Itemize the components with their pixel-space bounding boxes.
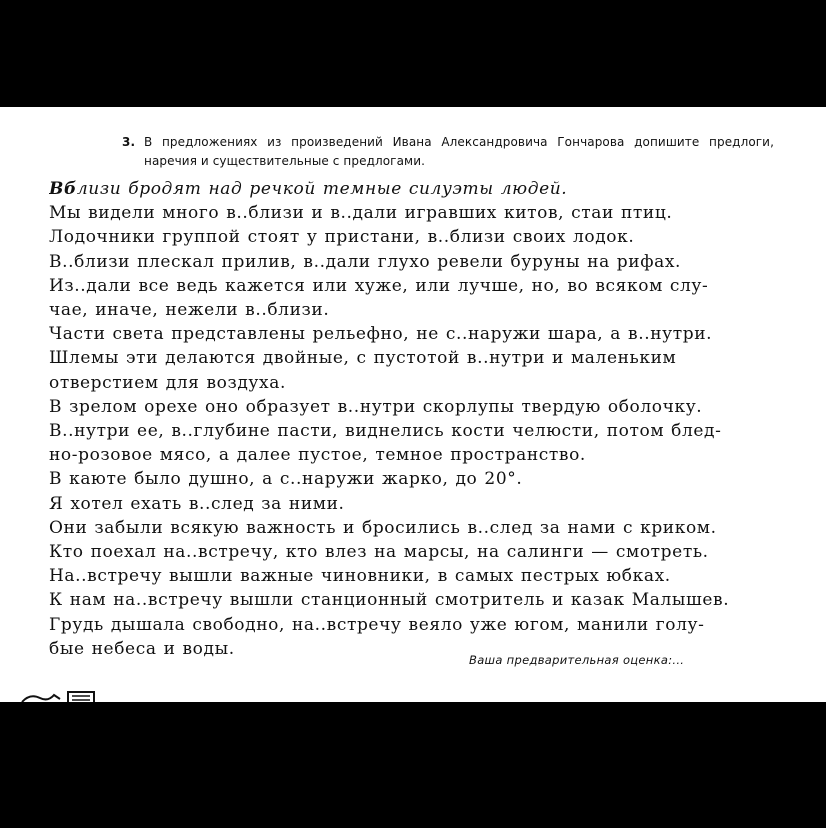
example-sentence-rest: лизи бродят над речкой темные силуэты людей.: [76, 179, 568, 199]
sentence-line: Кто поехал на..встречу, кто влез на марсы, на салинги — смотреть.: [49, 542, 709, 563]
sentence-line: Лодочники группой стоят у пристани, в..близи своих лодок.: [49, 227, 635, 248]
preliminary-grade-label: Ваша предварительная оценка:...: [469, 653, 685, 667]
sentence-line: Они забыли всякую важность и бросились в..след за нами с криком.: [49, 517, 717, 538]
example-sentence-accent: Вб: [49, 179, 77, 199]
sentence-line: В каюте было душно, а с..наружи жарко, до 20°.: [49, 469, 523, 490]
sentence-line: Мы видели много в..близи и в..дали игравших китов, стаи птиц.: [49, 203, 673, 224]
sentence-line: В..нутри ее, в..глубине пасти, виднелись кости челюсти, потом блед-: [49, 421, 722, 442]
sentence-line: отверстием для воздуха.: [49, 372, 286, 393]
exercise-instruction-text: В предложениях из произведений Ивана Александровича Гончарова допишите предлоги, наречия и существительные с предлогами.: [144, 135, 774, 168]
exercise-instruction: [122, 133, 774, 168]
sentence-line: но-розовое мясо, а далее пустое, темное пространство.: [49, 445, 586, 466]
sentence-line: Грудь дышала свободно, на..встречу веяло уже югом, манили голу-: [49, 614, 705, 635]
sentence-line: Я хотел ехать в..след за ними.: [49, 493, 345, 514]
sentence-line: В зрелом орехе оно образует в..нутри скорлупы твердую оболочку.: [49, 396, 703, 417]
sentence-line: К нам на..встречу вышли станционный смотритель и казак Малышев.: [49, 590, 730, 611]
sentence-line: чае, иначе, нежели в..близи.: [49, 300, 330, 321]
sentence-list: [49, 177, 767, 661]
sentence-line: Части света представлены рельефно, не с..наружи шара, а в..нутри.: [49, 324, 713, 345]
book-ornament-icon: [20, 689, 110, 702]
sentence-line: На..встречу вышли важные чиновники, в самых пестрых юбках.: [49, 566, 671, 587]
sentence-line: В..близи плескал прилив, в..дали глухо ревели буруны на рифах.: [49, 251, 682, 272]
sentence-line: Шлемы эти делаются двойные, с пустотой в..нутри и маленьким: [49, 348, 677, 369]
textbook-page: [0, 107, 826, 702]
example-sentence: [49, 177, 767, 201]
exercise-number: 3.: [122, 135, 136, 149]
sentence-line: Из..дали все ведь кажется или хуже, или лучше, но, во всяком слу-: [49, 275, 709, 296]
sentence-line: бые небеса и воды.: [49, 638, 235, 659]
